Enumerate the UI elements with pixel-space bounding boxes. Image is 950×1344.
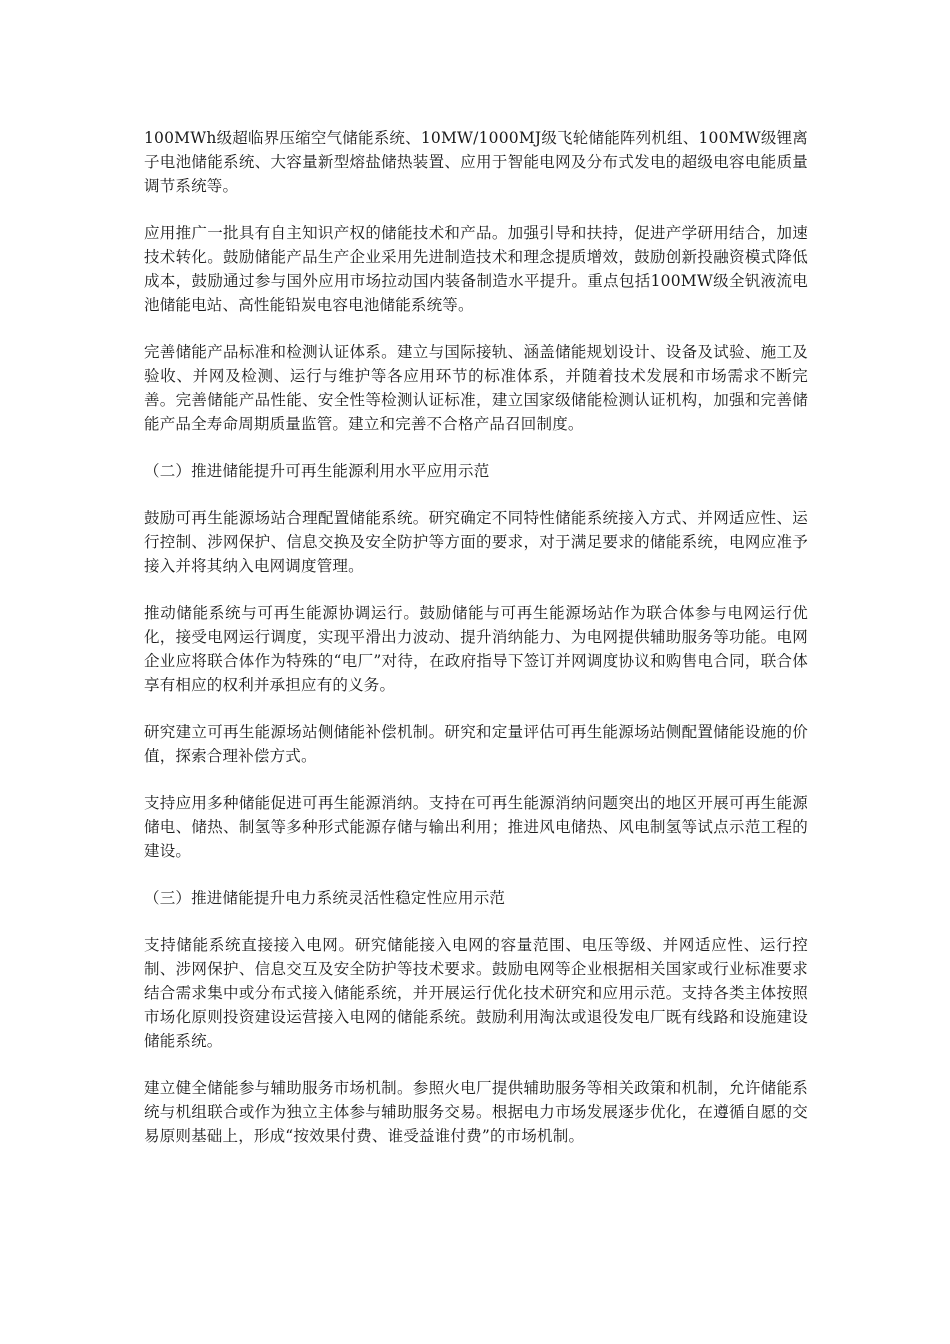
paragraph-standards-certification: 完善储能产品标准和检测认证体系。建立与国际接轨、涵盖储能规划设计、设备及试验、施工及验收、并网及检测、运行与维护等各应用环节的标准体系，并随着技术发展和市场需求不断完善。完善储能产品性能、安全性等检测认证标准，建立国家级储能检测认证机构，加强和完善储能产品全寿命周期质量监管。建立和完善不合格产品召回制度。: [144, 343, 808, 433]
paragraph-coordinated-operation: 推动储能系统与可再生能源协调运行。鼓励储能与可再生能源场站作为联合体参与电网运行优化，接受电网运行调度，实现平滑出力波动、提升消纳能力、为电网提供辅助服务等功能。电网企业应将联合体作为特殊的“电厂”对待，在政府指导下签订并网调度协议和购售电合同，联合体享有相应的权利并承担应有的义务。: [144, 604, 808, 694]
paragraph-promote-ip-products: 应用推广一批具有自主知识产权的储能技术和产品。加强引导和扶持，促进产学研用结合，加速技术转化。鼓励储能产品生产企业采用先进制造技术和理念提质增效，鼓励创新投融资模式降低成本，鼓励通过参与国外应用市场拉动国内装备制造水平提升。重点包括100MW级全钒液流电池储能电站、高性能铅炭电容电池储能系统等。: [144, 224, 808, 314]
document-body: [144, 126, 808, 1171]
paragraph-compensation-mechanism: 研究建立可再生能源场站侧储能补偿机制。研究和定量评估可再生能源场站侧配置储能设施的价值，探索合理补偿方式。: [144, 723, 808, 765]
paragraph-multiple-storage: 支持应用多种储能促进可再生能源消纳。支持在可再生能源消纳问题突出的地区开展可再生能源储电、储热、制氢等多种形式能源存储与输出利用；推进风电储热、风电制氢等试点示范工程的建设。: [144, 794, 808, 860]
section-heading-renewable: （二）推进储能提升可再生能源利用水平应用示范: [144, 462, 490, 480]
paragraph-ancillary-market: 建立健全储能参与辅助服务市场机制。参照火电厂提供辅助服务等相关政策和机制，允许储能系统与机组联合或作为独立主体参与辅助服务交易。根据电力市场发展逐步优化，在遵循自愿的交易原则基础上，形成“按效果付费、谁受益谁付费”的市场机制。: [144, 1079, 808, 1145]
paragraph-energy-storage-projects: 100MWh级超临界压缩空气储能系统、10MW/1000MJ级飞轮储能阵列机组、100MW级锂离子电池储能系统、大容量新型熔盐储热装置、应用于智能电网及分布式发电的超级电容电能质量调节系统等。: [144, 129, 808, 195]
section-heading-flexibility: （三）推进储能提升电力系统灵活性稳定性应用示范: [144, 889, 506, 907]
paragraph-grid-connection: 支持储能系统直接接入电网。研究储能接入电网的容量范围、电压等级、并网适应性、运行控制、涉网保护、信息交互及安全防护等技术要求。鼓励电网等企业根据相关国家或行业标准要求结合需求集中或分布式接入储能系统，并开展运行优化技术研究和应用示范。支持各类主体按照市场化原则投资建设运营接入电网的储能系统。鼓励利用淘汰或退役发电厂既有线路和设施建设储能系统。: [144, 936, 808, 1050]
paragraph-renewable-station-storage: 鼓励可再生能源场站合理配置储能系统。研究确定不同特性储能系统接入方式、并网适应性、运行控制、涉网保护、信息交换及安全防护等方面的要求，对于满足要求的储能系统，电网应准予接入并将其纳入电网调度管理。: [144, 509, 808, 575]
